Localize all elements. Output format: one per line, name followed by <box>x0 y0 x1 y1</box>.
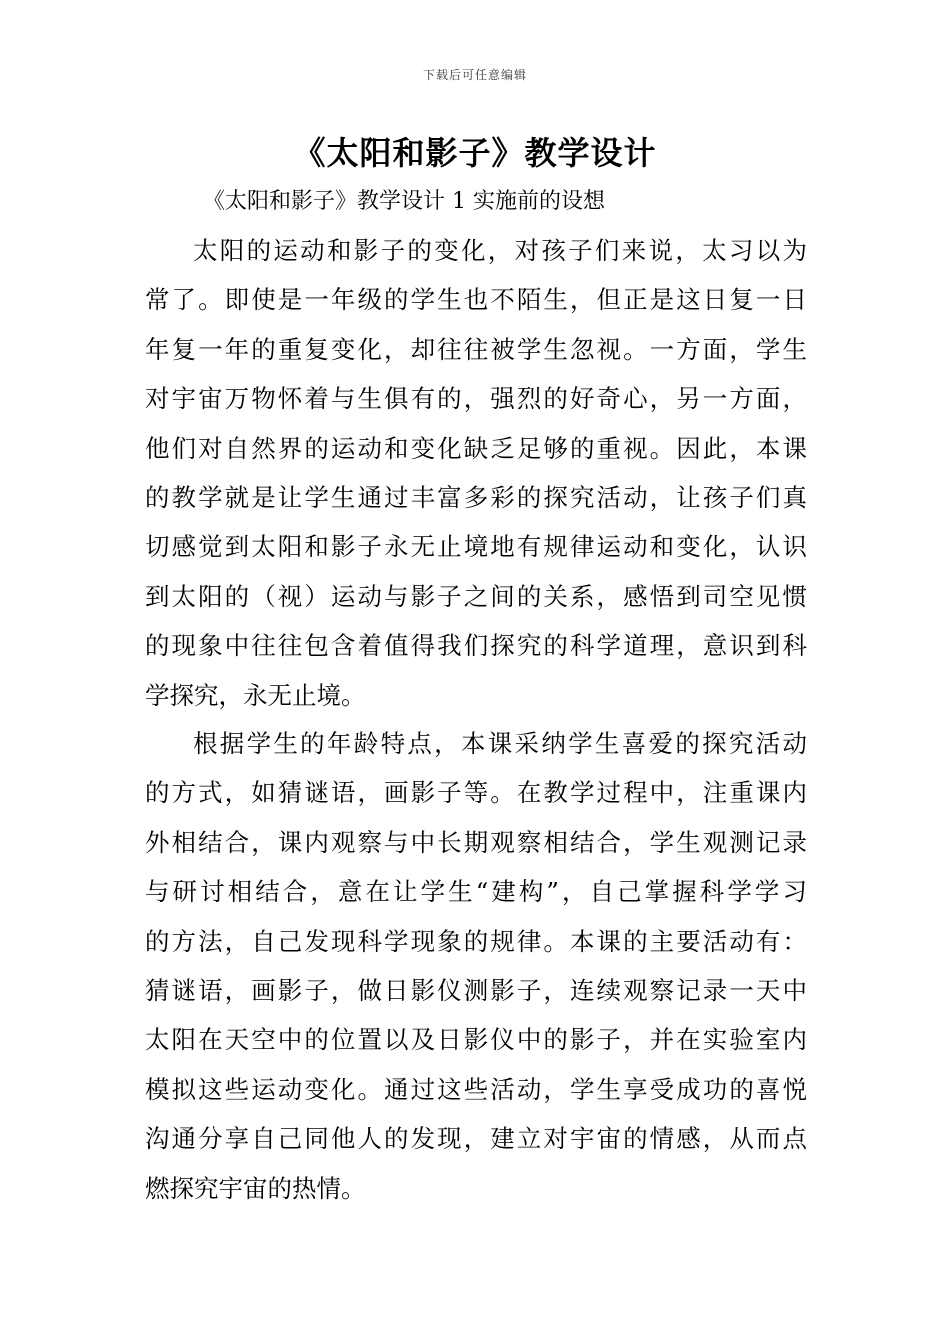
paragraph-line: 的教学就是让学生通过丰富多彩的探究活动，让孩子们真 <box>145 482 807 512</box>
paragraph-line: 到太阳的（视）运动与影子之间的关系，感悟到司空见惯 <box>145 581 807 611</box>
paragraph-line: 与研讨相结合，意在让学生“建构”，自己掌握科学学习 <box>145 877 807 907</box>
paragraph-line: 外相结合，课内观察与中长期观察相结合，学生观测记录 <box>145 827 807 857</box>
paragraph-line: 太阳在天空中的位置以及日影仪中的影子，并在实验室内 <box>145 1025 807 1055</box>
paragraph-line: 的现象中往往包含着值得我们探究的科学道理，意识到科 <box>145 631 807 661</box>
paragraph-line: 猜谜语，画影子，做日影仪测影子，连续观察记录一天中 <box>145 975 807 1005</box>
paragraph-1 <box>145 226 807 720</box>
paragraph-line: 燃探究宇宙的热情。 <box>145 1173 366 1203</box>
paragraph-line: 沟通分享自己同他人的发现，建立对宇宙的情感，从而点 <box>145 1124 807 1154</box>
paragraph-line: 根据学生的年龄特点，本课采纳学生喜爱的探究活动 <box>193 729 807 758</box>
paragraph-line: 模拟这些运动变化。通过这些活动，学生享受成功的喜悦 <box>145 1074 807 1104</box>
section-subtitle: 《太阳和影子》教学设计 1 实施前的设想 <box>203 189 605 214</box>
paragraph-line: 切感觉到太阳和影子永无止境地有规律运动和变化，认识 <box>145 532 807 562</box>
paragraph-line: 太阳的运动和影子的变化，对孩子们来说，太习以为 <box>193 236 807 265</box>
paragraph-line: 学探究，永无止境。 <box>145 680 366 710</box>
paragraph-line: 年复一年的重复变化，却往往被学生忽视。一方面，学生 <box>145 334 807 364</box>
paragraph-line: 他们对自然界的运动和变化缺乏足够的重视。因此，本课 <box>145 433 807 463</box>
paragraph-line: 对宇宙万物怀着与生俱有的，强烈的好奇心，另一方面， <box>145 384 807 414</box>
header-note: 下载后可任意编辑 <box>422 68 527 82</box>
paragraph-2 <box>145 719 807 1213</box>
paragraph-line: 的方法，自己发现科学现象的规律。本课的主要活动有： <box>145 926 807 956</box>
paragraph-line: 常了。即使是一年级的学生也不陌生，但正是这日复一日 <box>145 285 807 315</box>
document-title: 《太阳和影子》教学设计 <box>293 134 657 172</box>
paragraph-line: 的方式，如猜谜语，画影子等。在教学过程中，注重课内 <box>145 778 807 808</box>
